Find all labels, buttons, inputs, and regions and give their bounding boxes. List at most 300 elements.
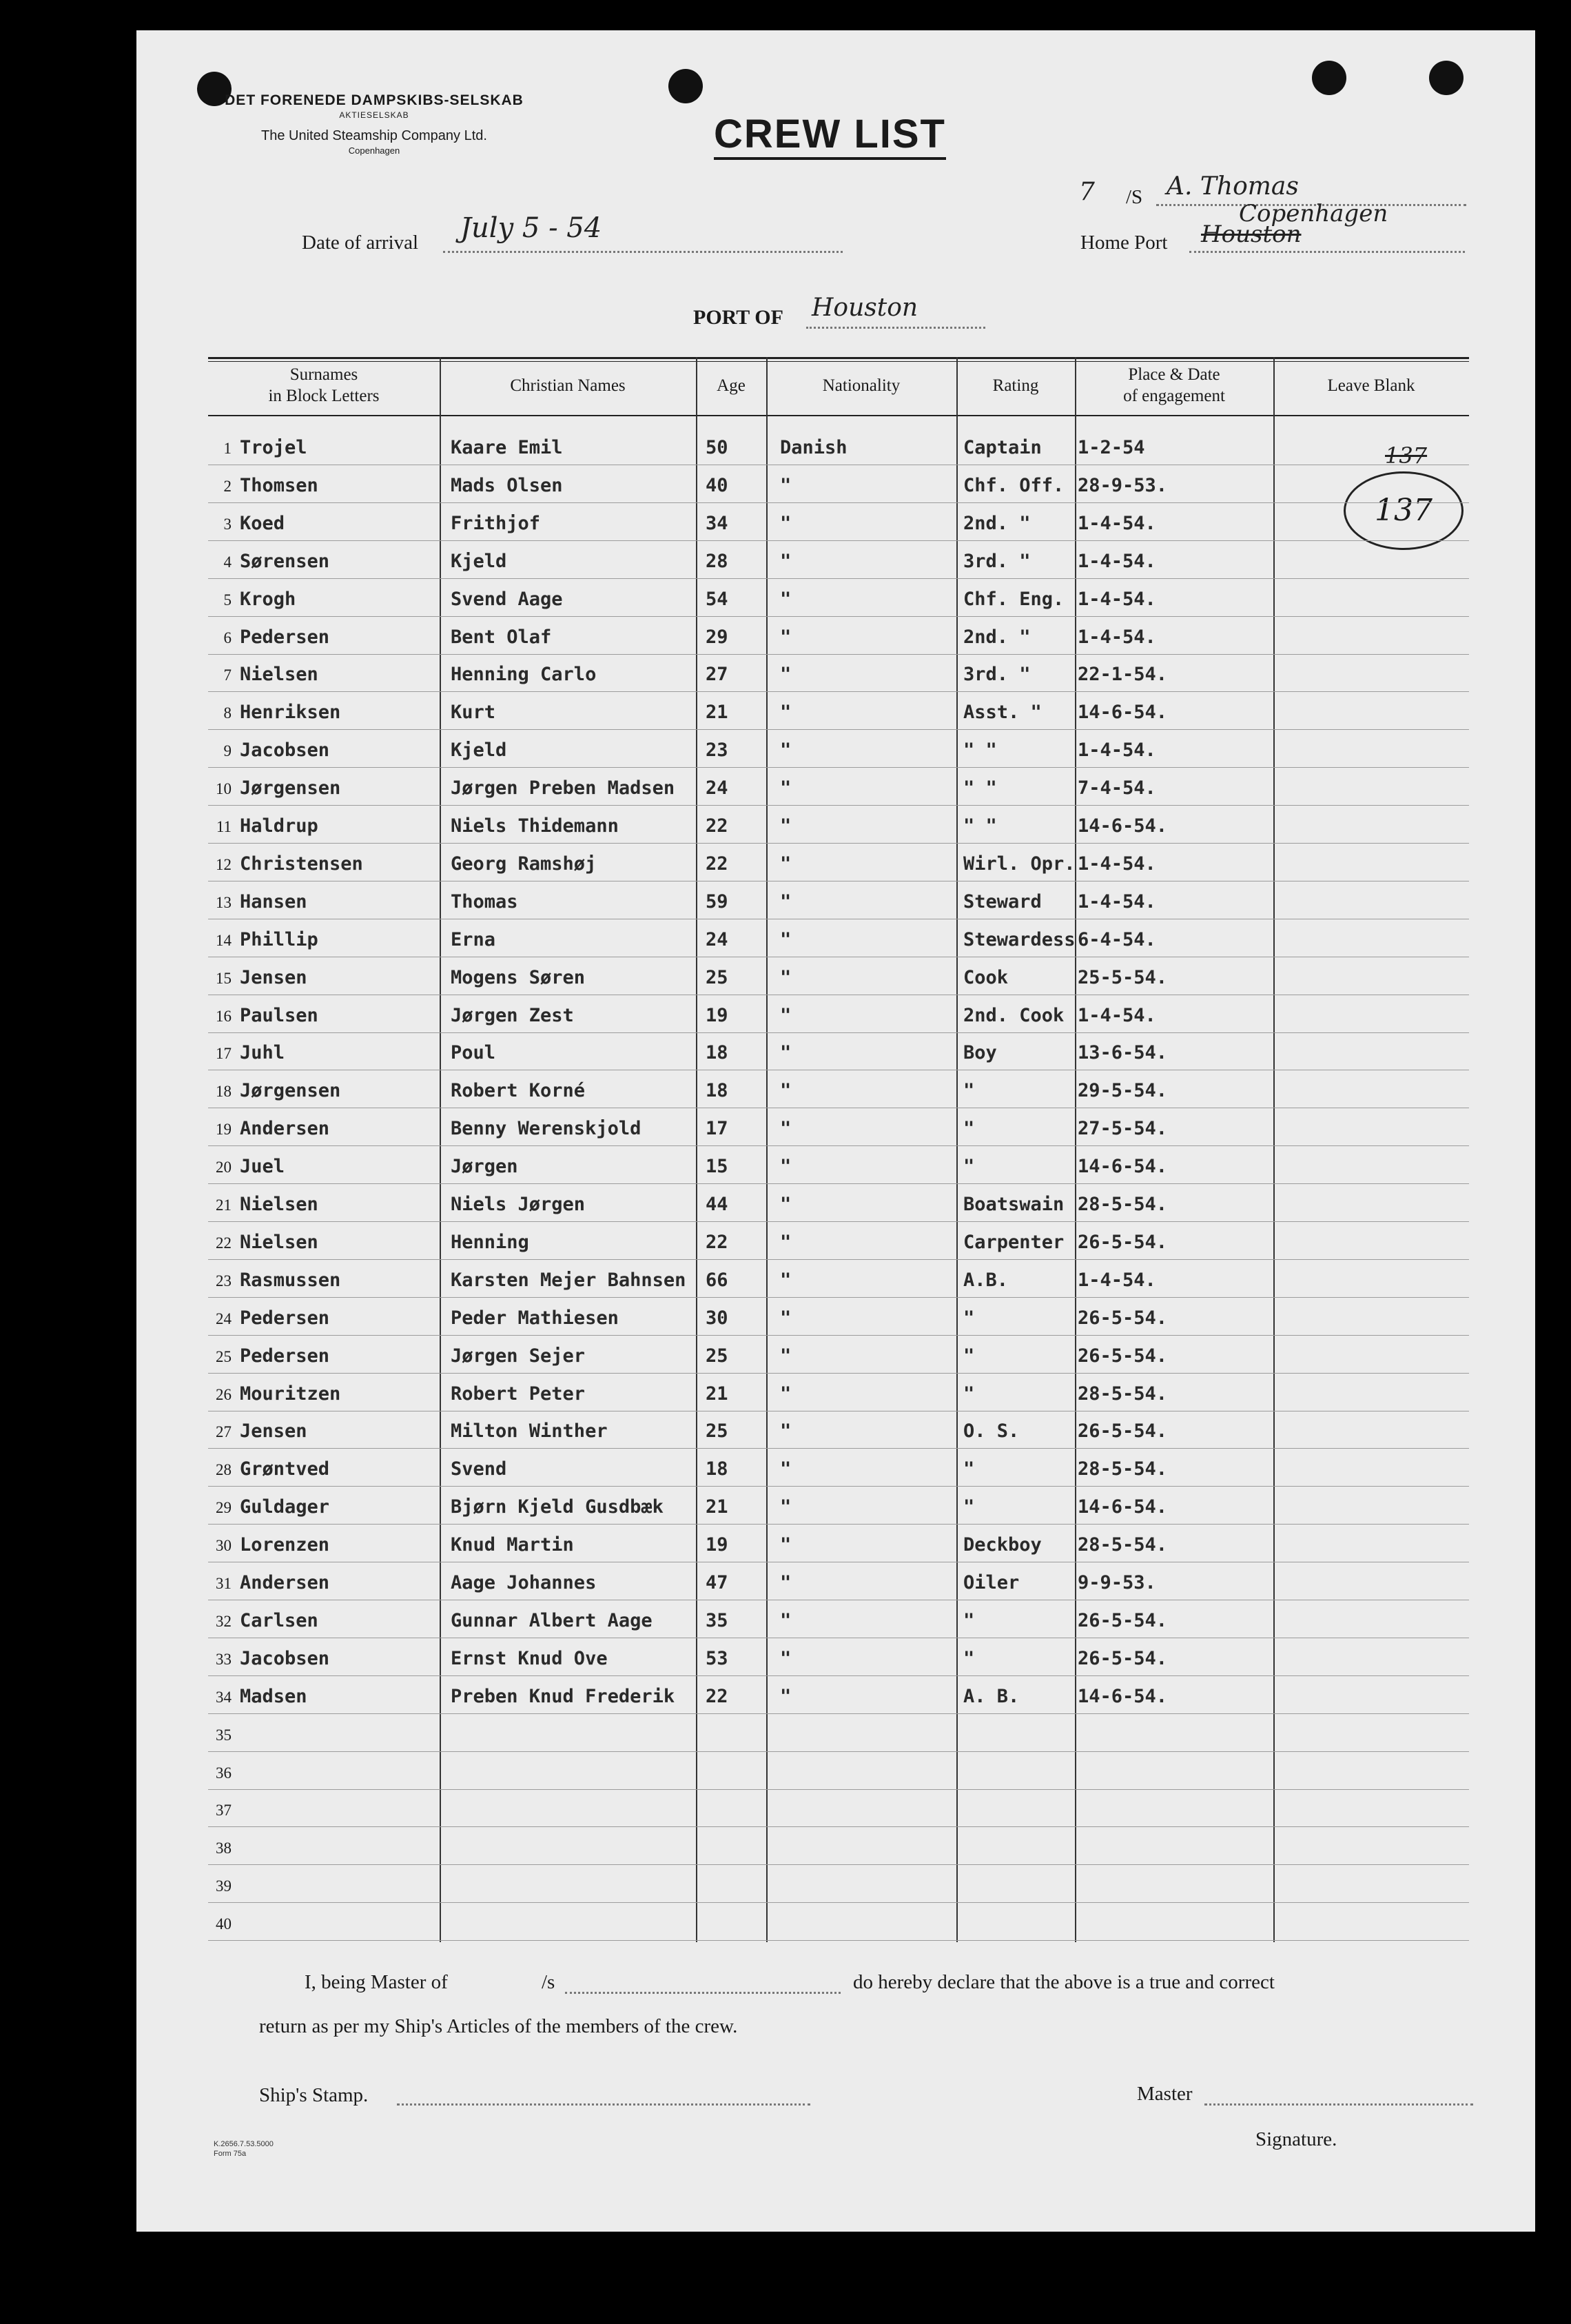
row-number: 27 [216, 1423, 232, 1441]
crew-christian-cell: Preben Knud Frederik [451, 1685, 675, 1707]
crew-age-cell: 19 [706, 1534, 728, 1556]
crew-rating-cell: Chf. Eng. [963, 588, 1065, 610]
crew-nationality-cell: " [780, 966, 792, 988]
crew-nationality-cell: " [780, 664, 792, 686]
table-row-line [208, 1675, 1469, 1676]
crew-engagement-cell: 28-9-53. [1078, 474, 1168, 496]
crew-rating-cell: 2nd. " [963, 626, 1031, 648]
crew-christian-cell: Milton Winther [451, 1420, 608, 1443]
declaration-text-a: I, being Master of [305, 1971, 448, 1993]
row-number: 2 [223, 477, 232, 495]
crew-nationality-cell: " [780, 1685, 792, 1707]
crew-engagement-cell: 28-5-54. [1078, 1383, 1168, 1405]
crew-rating-cell: 2nd. Cook [963, 1004, 1065, 1026]
table-row-line [208, 1221, 1469, 1222]
header-leave-blank: Leave Blank [1327, 376, 1415, 395]
table-row-line [208, 1448, 1469, 1449]
crew-surname-cell: Trojel [240, 437, 307, 458]
table-row-line [208, 729, 1469, 730]
row-number: 5 [223, 591, 232, 609]
crew-rating-cell: " [963, 1496, 975, 1518]
crew-age-cell: 24 [706, 928, 728, 950]
table-row-line [208, 1297, 1469, 1298]
crew-surname-cell: Rasmussen [240, 1269, 341, 1291]
home-port-value: Copenhagen [1239, 200, 1388, 227]
crew-engagement-cell: 22-1-54. [1078, 664, 1168, 686]
declaration-ship-label: /s [542, 1971, 555, 1993]
row-number: 13 [216, 893, 232, 911]
table-row-line [208, 1902, 1469, 1903]
company-english-name: The United Steamship Company Ltd. [261, 128, 487, 143]
crew-rating-cell: " " [963, 740, 997, 762]
crew-rating-cell: Stewardess [963, 928, 1076, 950]
crew-rating-cell: Oiler [963, 1572, 1020, 1593]
crew-christian-cell: Benny Werenskjold [451, 1118, 641, 1140]
ship-prefix: 7 [1079, 178, 1095, 206]
crew-surname-cell: Krogh [240, 588, 296, 610]
table-row-line [208, 616, 1469, 617]
crew-nationality-cell: " [780, 1496, 792, 1518]
row-number: 9 [223, 742, 232, 760]
form-code [214, 2139, 274, 2159]
crew-age-cell: 54 [706, 588, 728, 610]
crew-surname-cell: Jacobsen [240, 1647, 330, 1669]
row-number: 34 [216, 1688, 232, 1706]
crew-christian-cell: Georg Ramshøj [451, 853, 597, 875]
row-number: 38 [216, 1839, 232, 1857]
declaration-text-b: do hereby declare that the above is a true and correct [853, 1971, 1275, 1993]
crew-engagement-cell: 1-4-54. [1078, 890, 1156, 913]
port-of-field [806, 327, 985, 329]
crew-rating-cell: O. S. [963, 1420, 1020, 1443]
col-divider [696, 357, 697, 1942]
crew-age-cell: 27 [706, 664, 728, 686]
crew-nationality-cell: " [780, 1080, 792, 1102]
row-number: 40 [216, 1915, 232, 1933]
crew-surname-cell: Jensen [240, 966, 307, 988]
master-field [1204, 2103, 1473, 2106]
crew-age-cell: 24 [706, 777, 728, 799]
home-port-label: Home Port [1080, 232, 1168, 254]
crew-nationality-cell: " [780, 1004, 792, 1026]
crew-nationality-cell: " [780, 1383, 792, 1405]
crew-surname-cell: Lorenzen [240, 1534, 330, 1556]
row-number: 20 [216, 1159, 232, 1176]
crew-rating-cell: 2nd. " [963, 512, 1031, 534]
crew-age-cell: 25 [706, 1345, 728, 1367]
crew-christian-cell: Karsten Mejer Bahnsen [451, 1269, 686, 1291]
crew-engagement-cell: 26-5-54. [1078, 1231, 1168, 1253]
crew-surname-cell: Nielsen [240, 1231, 318, 1253]
col-divider [956, 357, 958, 1942]
crew-engagement-cell: 1-4-54. [1078, 512, 1156, 534]
crew-christian-cell: Kjeld [451, 740, 507, 762]
crew-rating-cell: A.B. [963, 1269, 1009, 1291]
header-nationality: Nationality [822, 376, 901, 395]
crew-nationality-cell: " [780, 1269, 792, 1291]
crew-age-cell: 29 [706, 626, 728, 648]
crew-age-cell: 47 [706, 1572, 728, 1593]
crew-rating-cell: Asst. " [963, 702, 1042, 724]
crew-age-cell: 35 [706, 1609, 728, 1631]
row-number: 19 [216, 1121, 232, 1139]
row-number: 25 [216, 1347, 232, 1365]
date-of-arrival-value: July 5 - 54 [460, 212, 602, 244]
crew-age-cell: 22 [706, 1231, 728, 1253]
crew-engagement-cell: 26-5-54. [1078, 1307, 1168, 1329]
row-number: 16 [216, 1007, 232, 1025]
crew-surname-cell: Andersen [240, 1118, 330, 1140]
crew-age-cell: 15 [706, 1156, 728, 1178]
crew-engagement-cell: 1-4-54. [1078, 1269, 1156, 1291]
crew-list-sheet [136, 30, 1535, 2232]
crew-engagement-cell: 28-5-54. [1078, 1194, 1168, 1215]
crew-surname-cell: Haldrup [240, 815, 318, 837]
crew-engagement-cell: 7-4-54. [1078, 777, 1156, 799]
crew-christian-cell: Knud Martin [451, 1534, 574, 1556]
crew-surname-cell: Nielsen [240, 1194, 318, 1215]
company-sub: AKTIESELSKAB [339, 110, 409, 120]
table-row-line [208, 1145, 1469, 1146]
crew-rating-cell: " [963, 1647, 975, 1669]
row-number: 18 [216, 1083, 232, 1101]
row-number: 31 [216, 1575, 232, 1592]
row-number: 28 [216, 1461, 232, 1479]
crew-rating-cell: " " [963, 777, 997, 799]
crew-rating-cell: Chf. Off. [963, 474, 1065, 496]
table-row-line [208, 691, 1469, 692]
crew-rating-cell: " [963, 1118, 975, 1140]
crew-surname-cell: Pedersen [240, 626, 330, 648]
table-row-line [208, 1751, 1469, 1752]
crew-surname-cell: Jørgensen [240, 777, 341, 799]
crew-age-cell: 44 [706, 1194, 728, 1215]
crew-rating-cell: 3rd. " [963, 550, 1031, 572]
company-block [212, 92, 536, 156]
crew-engagement-cell: 27-5-54. [1078, 1118, 1168, 1140]
crew-surname-cell: Mouritzen [240, 1383, 341, 1405]
crew-nationality-cell: " [780, 853, 792, 875]
header-engagement: Place & Date of engagement [1123, 365, 1225, 405]
crew-christian-cell: Bent Olaf [451, 626, 552, 648]
table-row-line [208, 1335, 1469, 1336]
ships-stamp-label: Ship's Stamp. [259, 2084, 369, 2106]
crew-christian-cell: Gunnar Albert Aage [451, 1609, 653, 1631]
crew-surname-cell: Sørensen [240, 550, 330, 572]
crew-engagement-cell: 1-4-54. [1078, 626, 1156, 648]
form-code-1: K.2656.7.53.5000 [214, 2140, 274, 2148]
leave-blank-circled-number: 137 [1344, 471, 1464, 550]
row-number: 11 [216, 818, 232, 835]
crew-rating-cell: " [963, 1080, 975, 1102]
date-of-arrival-label: Date of arrival [302, 232, 419, 254]
crew-engagement-cell: 1-4-54. [1078, 1004, 1156, 1026]
table-row-line [208, 1524, 1469, 1525]
crew-nationality-cell: " [780, 1194, 792, 1215]
table-row-line [208, 1486, 1469, 1487]
crew-surname-cell: Pedersen [240, 1307, 330, 1329]
row-number: 8 [223, 704, 232, 722]
crew-engagement-cell: 14-6-54. [1078, 1685, 1168, 1707]
crew-surname-cell: Henriksen [240, 702, 341, 724]
crew-surname-cell: Paulsen [240, 1004, 318, 1026]
crew-engagement-cell: 13-6-54. [1078, 1042, 1168, 1064]
leave-blank-struck-number: 137 [1385, 442, 1428, 469]
crew-engagement-cell: 1-2-54 [1078, 437, 1145, 458]
crew-engagement-cell: 14-6-54. [1078, 815, 1168, 837]
table-row-line [208, 843, 1469, 844]
crew-age-cell: 40 [706, 474, 728, 496]
crew-age-cell: 22 [706, 1685, 728, 1707]
crew-surname-cell: Hansen [240, 890, 307, 913]
crew-nationality-cell: " [780, 890, 792, 913]
crew-rating-cell: " [963, 1383, 975, 1405]
crew-nationality-cell: " [780, 550, 792, 572]
crew-engagement-cell: 1-4-54. [1078, 740, 1156, 762]
crew-surname-cell: Jacobsen [240, 740, 330, 762]
crew-nationality-cell: " [780, 512, 792, 534]
declaration-ship-field [565, 1992, 841, 1994]
crew-christian-cell: Robert Korné [451, 1080, 586, 1102]
crew-christian-cell: Kaare Emil [451, 437, 563, 458]
table-row-line [208, 1940, 1469, 1941]
crew-engagement-cell: 25-5-54. [1078, 966, 1168, 988]
table-row-line [208, 502, 1469, 503]
crew-surname-cell: Jensen [240, 1420, 307, 1443]
crew-surname-cell: Pedersen [240, 1345, 330, 1367]
crew-nationality-cell: " [780, 1609, 792, 1631]
crew-christian-cell: Jørgen Preben Madsen [451, 777, 675, 799]
crew-nationality-cell: " [780, 626, 792, 648]
crew-christian-cell: Jørgen Zest [451, 1004, 574, 1026]
declaration-text-c: return as per my Ship's Articles of the members of the crew. [259, 2015, 738, 2037]
crew-nationality-cell: " [780, 1647, 792, 1669]
crew-surname-cell: Koed [240, 512, 285, 534]
crew-christian-cell: Bjørn Kjeld Gusdbæk [451, 1496, 664, 1518]
crew-age-cell: 18 [706, 1080, 728, 1102]
crew-nationality-cell: " [780, 1534, 792, 1556]
crew-surname-cell: Thomsen [240, 474, 318, 496]
table-top-rule-2 [208, 361, 1469, 362]
table-row-line [208, 1032, 1469, 1033]
col-divider [766, 357, 768, 1942]
crew-engagement-cell: 14-6-54. [1078, 1496, 1168, 1518]
crew-rating-cell: Wirl. Opr. [963, 853, 1076, 875]
table-row-line [208, 1789, 1469, 1790]
crew-engagement-cell: 6-4-54. [1078, 928, 1156, 950]
crew-engagement-cell: 26-5-54. [1078, 1420, 1168, 1443]
crew-christian-cell: Jørgen Sejer [451, 1345, 586, 1367]
home-port-struck-value: Houston [1201, 221, 1302, 248]
crew-surname-cell: Christensen [240, 853, 363, 875]
row-number: 37 [216, 1802, 232, 1820]
ship-name-value: A. Thomas [1167, 172, 1299, 201]
crew-age-cell: 22 [706, 853, 728, 875]
row-number: 4 [223, 553, 232, 571]
crew-christian-cell: Mogens Søren [451, 966, 586, 988]
crew-surname-cell: Jørgensen [240, 1080, 341, 1102]
crew-surname-cell: Carlsen [240, 1609, 318, 1631]
crew-nationality-cell: " [780, 1156, 792, 1178]
table-row-line [208, 767, 1469, 768]
crew-surname-cell: Nielsen [240, 664, 318, 686]
row-number: 35 [216, 1726, 232, 1744]
crew-christian-cell: Henning Carlo [451, 664, 597, 686]
crew-age-cell: 21 [706, 1496, 728, 1518]
crew-surname-cell: Guldager [240, 1496, 330, 1518]
crew-age-cell: 34 [706, 512, 728, 534]
crew-age-cell: 18 [706, 1458, 728, 1480]
crew-nationality-cell: " [780, 474, 792, 496]
crew-rating-cell: 3rd. " [963, 664, 1031, 686]
row-number: 39 [216, 1877, 232, 1895]
crew-engagement-cell: 1-4-54. [1078, 550, 1156, 572]
crew-rating-cell: Cook [963, 966, 1009, 988]
crew-christian-cell: Peder Mathiesen [451, 1307, 619, 1329]
page-title: CREW LIST [714, 112, 946, 160]
crew-rating-cell: " [963, 1307, 975, 1329]
row-number: 32 [216, 1612, 232, 1630]
crew-engagement-cell: 26-5-54. [1078, 1345, 1168, 1367]
signature-label: Signature. [1255, 2128, 1337, 2150]
company-city: Copenhagen [348, 145, 400, 156]
crew-christian-cell: Aage Johannes [451, 1572, 597, 1593]
crew-rating-cell: " " [963, 815, 997, 837]
crew-rating-cell: Captain [963, 437, 1042, 458]
form-code-2: Form 75a [214, 2150, 247, 2158]
table-row-line [208, 578, 1469, 579]
crew-age-cell: 28 [706, 550, 728, 572]
table-row-line [208, 1864, 1469, 1865]
crew-rating-cell: Boy [963, 1042, 997, 1064]
punch-hole [1429, 61, 1464, 95]
crew-age-cell: 53 [706, 1647, 728, 1669]
crew-rating-cell: " [963, 1345, 975, 1367]
table-row-line [208, 1826, 1469, 1827]
crew-nationality-cell: " [780, 777, 792, 799]
crew-christian-cell: Ernst Knud Ove [451, 1647, 608, 1669]
company-name: DET FORENEDE DAMPSKIBS-SELSKAB [225, 92, 524, 108]
crew-christian-cell: Svend [451, 1458, 507, 1480]
crew-christian-cell: Poul [451, 1042, 496, 1064]
crew-rating-cell: " [963, 1156, 975, 1178]
crew-christian-cell: Kurt [451, 702, 496, 724]
table-row-line [208, 1259, 1469, 1260]
crew-christian-cell: Niels Jørgen [451, 1194, 586, 1215]
crew-christian-cell: Robert Peter [451, 1383, 586, 1405]
crew-engagement-cell: 26-5-54. [1078, 1609, 1168, 1631]
home-port-field [1189, 251, 1465, 253]
punch-hole [1312, 61, 1346, 95]
table-row-line [208, 654, 1469, 655]
crew-surname-cell: Juel [240, 1156, 285, 1178]
crew-rating-cell: Deckboy [963, 1534, 1042, 1556]
crew-nationality-cell: Danish [780, 437, 848, 458]
crew-nationality-cell: " [780, 1307, 792, 1329]
row-number: 12 [216, 855, 232, 873]
crew-engagement-cell: 29-5-54. [1078, 1080, 1168, 1102]
crew-table [208, 357, 1469, 1942]
col-divider [1075, 357, 1076, 1942]
row-number: 30 [216, 1537, 232, 1555]
row-number: 15 [216, 969, 232, 987]
header-christian-names: Christian Names [510, 376, 626, 395]
crew-surname-cell: Madsen [240, 1685, 307, 1707]
crew-nationality-cell: " [780, 815, 792, 837]
crew-engagement-cell: 28-5-54. [1078, 1458, 1168, 1480]
crew-christian-cell: Mads Olsen [451, 474, 563, 496]
crew-nationality-cell: " [780, 1458, 792, 1480]
crew-christian-cell: Frithjof [451, 512, 541, 534]
crew-surname-cell: Phillip [240, 928, 318, 950]
row-number: 10 [216, 780, 232, 798]
row-number: 14 [216, 931, 232, 949]
col-divider [1273, 357, 1275, 1942]
crew-rating-cell: " [963, 1609, 975, 1631]
crew-nationality-cell: " [780, 1118, 792, 1140]
crew-engagement-cell: 14-6-54. [1078, 1156, 1168, 1178]
crew-age-cell: 30 [706, 1307, 728, 1329]
crew-age-cell: 17 [706, 1118, 728, 1140]
table-top-rule [208, 357, 1469, 359]
crew-christian-cell: Thomas [451, 890, 518, 913]
crew-age-cell: 19 [706, 1004, 728, 1026]
crew-surname-cell: Andersen [240, 1572, 330, 1593]
date-of-arrival-field [443, 251, 843, 253]
crew-christian-cell: Kjeld [451, 550, 507, 572]
crew-surname-cell: Juhl [240, 1042, 285, 1064]
table-row-line [208, 1373, 1469, 1374]
crew-age-cell: 21 [706, 1383, 728, 1405]
crew-age-cell: 25 [706, 966, 728, 988]
crew-nationality-cell: " [780, 928, 792, 950]
crew-age-cell: 66 [706, 1269, 728, 1291]
crew-nationality-cell: " [780, 1042, 792, 1064]
row-number: 21 [216, 1196, 232, 1214]
row-number: 33 [216, 1650, 232, 1668]
master-label: Master [1137, 2083, 1193, 2105]
crew-surname-cell: Grøntved [240, 1458, 330, 1480]
crew-rating-cell: Boatswain [963, 1194, 1065, 1215]
row-number: 23 [216, 1272, 232, 1290]
crew-engagement-cell: 1-4-54. [1078, 588, 1156, 610]
table-header-rule [208, 415, 1469, 416]
table-row-line [208, 1183, 1469, 1184]
crew-engagement-cell: 1-4-54. [1078, 853, 1156, 875]
row-number: 36 [216, 1764, 232, 1782]
crew-christian-cell: Jørgen [451, 1156, 518, 1178]
crew-nationality-cell: " [780, 1345, 792, 1367]
crew-nationality-cell: " [780, 1231, 792, 1253]
crew-rating-cell: Carpenter [963, 1231, 1065, 1253]
crew-nationality-cell: " [780, 702, 792, 724]
crew-christian-cell: Niels Thidemann [451, 815, 619, 837]
port-of-label: PORT OF [693, 306, 783, 329]
crew-age-cell: 22 [706, 815, 728, 837]
crew-nationality-cell: " [780, 1572, 792, 1593]
crew-christian-cell: Svend Aage [451, 588, 563, 610]
row-number: 17 [216, 1045, 232, 1063]
port-of-value: Houston [812, 294, 918, 322]
crew-nationality-cell: " [780, 1420, 792, 1443]
table-row-line [208, 540, 1469, 541]
row-number: 24 [216, 1309, 232, 1327]
crew-nationality-cell: " [780, 588, 792, 610]
ships-stamp-field [397, 2103, 810, 2106]
crew-rating-cell: A. B. [963, 1685, 1020, 1707]
crew-age-cell: 50 [706, 437, 728, 458]
crew-nationality-cell: " [780, 740, 792, 762]
